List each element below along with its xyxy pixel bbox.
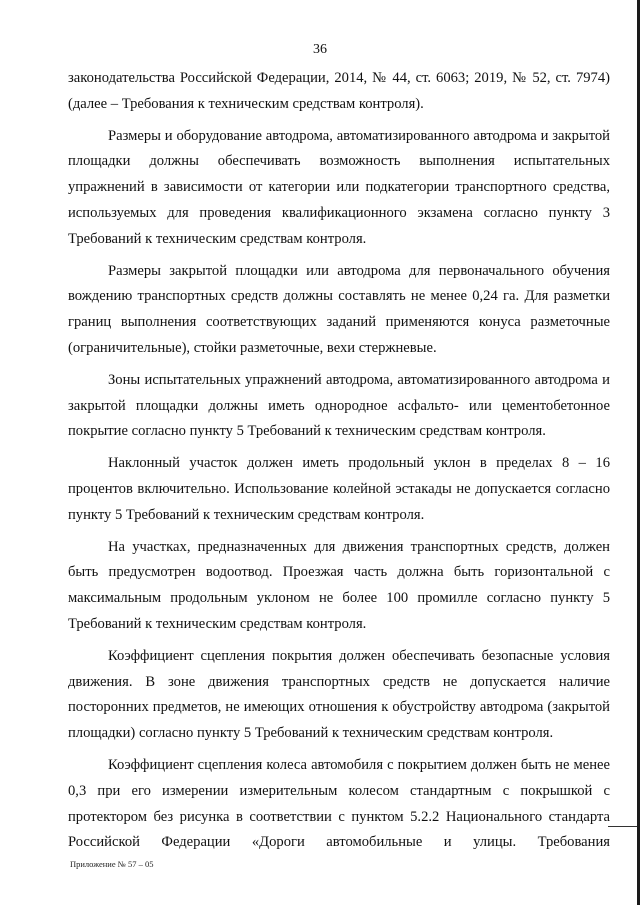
paragraph-3: Размеры закрытой площадки или автодрома для первоначального обучения вождению транспортных средств должны составлять не менее 0,24 га. Для разметки границ выполнения соответствующих заданий применяются конуса разметочные (ограничительные), стойки разметочные, вехи стержневые. (68, 262, 610, 356)
footer-note: Приложение № 57 – 05 (70, 859, 154, 869)
continuation-rule (608, 826, 638, 827)
paragraph-4: Зоны испытательных упражнений автодрома, автоматизированного автодрома и закрытой площадки должны иметь однородное асфальто- или цементобетонное покрытие согласно пункту 5 Требований к техническим средствам контроля. (68, 371, 610, 440)
paragraph-1: законодательства Российской Федерации, 2014, № 44, ст. 6063; 2019, № 52, ст. 7974) (далее – Требования к техническим средствам контроля). (68, 70, 610, 112)
paragraph-5: Наклонный участок должен иметь продольный уклон в пределах 8 – 16 процентов включительно. Использование колейной эстакады не допускается согласно пункту 5 Требований к техническим средствам контроля. (68, 455, 610, 523)
page-number: 36 (313, 42, 327, 57)
paragraph-7: Коэффициент сцепления покрытия должен обеспечивать безопасные условия движения. В зоне движения транспортных средств не допускается наличие посторонних предметов, не имеющих отношения к обустройству автодрома (закрытой площадки) согласно пункту 5 Требований к техническим средствам контроля. (68, 647, 610, 742)
paragraph-2: Размеры и оборудование автодрома, автоматизированного автодрома и закрытой площадки должны обеспечивать возможность выполнения испытательных упражнений в зависимости от категории или подкатегории транспортного средства, используемых для проведения квалификационного экзамена согласно пункту 3 Требований к техническим средствам контроля. (68, 127, 610, 247)
paragraph-6: На участках, предназначенных для движения транспортных средств, должен быть предусмотрен водоотвод. Проезжая часть должна быть горизонтальной с максимальным продольным уклоном не более 100 промилле согласно пункту 5 Требований к техническим средствам контроля. (68, 538, 610, 632)
document-body (68, 66, 610, 856)
paragraph-8: Коэффициент сцепления колеса автомобиля с покрытием должен быть не менее 0,3 при его измерении измерительным колесом стандартным с покрышкой с протектором без рисунка в соответствии с пунктом 5.2.2 Национального стандарта Российской Федерации «Дороги автомобильные и улицы. Требования (68, 756, 610, 851)
